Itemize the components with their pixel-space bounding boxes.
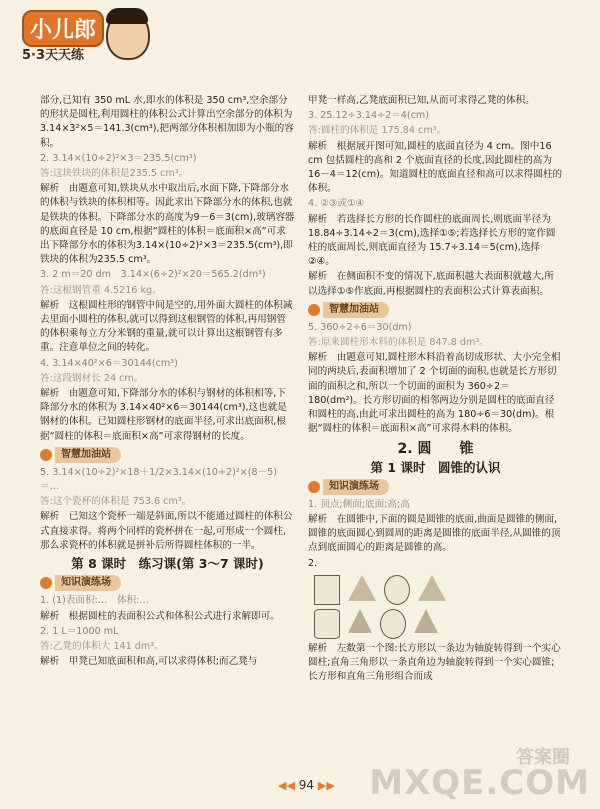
page-number <box>278 778 335 792</box>
answer-line: 2. 3.14×(10÷2)²×3＝235.5(cm³) <box>40 152 197 164</box>
answer-line: 答:圆柱的体积是 175.84 cm³。 <box>308 125 447 137</box>
answer-line: 答:原来圆柱形木料的体积是 847.8 dm³。 <box>308 337 489 349</box>
analysis-block: 解析 由题意可知,圆柱形木料沿着高切成形状、大小完全相同的两块后,表面积增加了 2 个切面的面积,也就是长方形切面的面积之和,所以一个切面的面积为 360÷2＝180(dm²)。长方形切面的相邻两边分别是圆柱的底面直径和圆柱的高,由此可求出圆柱的高为 180÷6＝30(dm)。根据“圆柱的体积＝底面积×高”可求得木料的体积。 <box>308 352 561 435</box>
page-number-text: 94 <box>298 778 315 792</box>
answer-line: 2. 1 L＝1000 mL <box>40 625 119 637</box>
right-column <box>308 94 563 686</box>
section-bar-label: 知识演练场 <box>323 479 389 495</box>
answer-line: 5. 360÷2÷6＝30(dm) <box>308 321 412 333</box>
left-column <box>40 94 295 670</box>
pencil-icon <box>40 449 52 461</box>
shape-figure-row <box>314 575 563 605</box>
pencil-icon <box>40 577 52 589</box>
answer-line: 3. 25.12÷3.14÷2＝4(cm) <box>308 110 430 122</box>
answer-line: 5. 3.14×(10÷2)²×18＋1/2×3.14×(10÷2)²×(8－5)＝… <box>40 466 278 493</box>
analysis-block: 解析 甲凳已知底面积和高,可以求得体积;而乙凳与 <box>40 656 258 668</box>
lesson-title: 第 1 课时 圆锥的认识 <box>370 459 501 475</box>
answer-line: 答:这个瓷杯的体积是 753.6 cm³。 <box>40 496 192 508</box>
analysis-block: 解析 若选择长方形的长作圆柱的底面周长,则底面半径为 18.84÷3.14÷2＝3(cm),选择①⑤;若选择长方形的宽作圆柱的底面周长,则底面直径为 15.7÷3.14＝5(cm),选择②④。 <box>308 213 556 268</box>
prev-arrow-icon: ◀◀ <box>278 779 295 792</box>
section-bar-label: 智慧加油站 <box>323 302 389 318</box>
analysis-block: 解析 在侧面积不变的情况下,底面积越大表面积就越大,所以选择①⑤作底面,再根据圆柱的表面积公式计算表面积。 <box>308 271 554 297</box>
rectangle-shape-icon <box>314 575 340 605</box>
triangle-shape-icon <box>418 575 446 601</box>
analysis-block: 解析 已知这个瓷杯一端是斜面,所以不能通过圆柱的体积公式直接求得。将两个同样的瓷杯拼在一起,可形成一个圆柱,那么求瓷杯的体积就是拼补后所得圆柱体积的一半。 <box>40 511 293 551</box>
answer-line: 答:这段钢材长 24 cm。 <box>40 372 144 384</box>
answer-line: 3. 2 m＝20 dm 3.14×(6÷2)²×20＝565.2(dm³) <box>40 269 266 281</box>
answer-line: 1. 顶点;侧面;底面;高;高 <box>308 498 410 510</box>
next-arrow-icon: ▶▶ <box>317 779 335 792</box>
section-bar <box>40 447 295 463</box>
answer-line: 答:这根钢管重 4.5216 kg。 <box>40 284 162 296</box>
text-block: 部分,已知有 350 mL 水,即水的体积是 350 cm³,空余部分的形状是圆柱,利用圆柱的体积公式计算出空余部分的体积为 3.14×3²×5＝141.3(cm³),把两部分体积相加即为小瓶的容积。 <box>40 95 294 149</box>
solid-figure-row <box>314 609 563 639</box>
text-block: 甲凳一样高,乙凳底面积已知,从而可求得乙凳的体积。 <box>308 95 535 106</box>
answer-line: 4. 3.14×40²×6＝30144(cm³) <box>40 357 178 369</box>
pencil-icon <box>308 304 320 316</box>
question-number: 2. <box>308 557 318 569</box>
analysis-block: 解析 由题意可知,下降部分水的体积与钢材的体积相等,下降部分水的体积为 3.14×40²×6＝30144(cm³),这也就是钢材的体积。已知圆柱形钢材的底面半径,可求出底面积,根据“圆柱的体积＝底面积×高”可求得钢材的长度。 <box>40 388 287 442</box>
answer-line: 答:这块铁块的体积是235.5 cm³。 <box>40 168 189 180</box>
section-bar <box>40 575 295 591</box>
cylinder-icon <box>314 609 340 639</box>
logo-subtitle: 5·3天天练 <box>22 48 85 63</box>
watermark-logo: 答案圈 <box>516 747 570 768</box>
mascot-icon <box>106 10 150 60</box>
analysis-block: 解析 根据展开图可知,圆柱的底面直径为 4 cm。图中16 cm 包括圆柱的高和 2 个底面直径的长度,因此圆柱的高为 16－4＝12(cm)。知道圆柱的底面直径和高可以求得圆柱的体积。 <box>308 140 563 195</box>
answer-line: 答:乙凳的体积大 141 dm³。 <box>40 640 164 652</box>
analysis-block: 解析 左数第一个图:长方形以一条边为轴旋转得到一个实心圆柱;直角三角形以一条直角边为轴旋转得到一个实心圆锥;长方形和直角三角形组合而成 <box>308 642 561 683</box>
sphere-icon <box>380 609 406 639</box>
cone-icon <box>348 609 372 633</box>
answer-line: 4. ②③或①④ <box>308 198 365 210</box>
semicircle-shape-icon <box>384 575 410 605</box>
lesson-title: 第 8 课时 练习课(第 3～7 课时) <box>71 556 264 572</box>
section-bar <box>308 302 563 318</box>
cone-icon <box>414 609 438 633</box>
section-bar-label: 知识演练场 <box>55 575 121 591</box>
analysis-block: 解析 这根圆柱形的钢管中间是空的,用外面大圆柱的体积减去里面小圆柱的体积,就可以得到这根钢管的体积,再用钢管的体积乘每立方分米钢的重量,就可以计算出这根钢管有多重。注意单位之间的转化。 <box>40 299 293 354</box>
brand-logo <box>8 4 148 86</box>
analysis-block: 解析 根据圆柱的表面积公式和体积公式进行求解即可。 <box>40 610 280 622</box>
watermark-url: MXQE.COM <box>369 763 590 803</box>
section-title: 2. 圆 锥 <box>397 441 474 458</box>
section-bar-label: 智慧加油站 <box>55 447 121 463</box>
analysis-block: 解析 在圆锥中,下面的圆是圆锥的底面,曲面是圆锥的侧面,圆锥的底面圆心到圆周的距离是圆锥的底面半径,从圆锥的顶点到底面圆心的距离是圆锥的高。 <box>308 514 561 554</box>
logo-text: 小儿郎 <box>22 10 104 47</box>
pencil-icon <box>308 481 320 493</box>
analysis-block: 解析 由题意可知,铁块从水中取出后,水面下降,下降部分水的体积与铁块的体积相等。因此求出下降部分水的体积,也就是铁块的体积。下降部分水的高度为9－6＝3(cm),玻璃容器的底面直径是 10 cm,根据“圆柱的体积＝底面积×高”可求出下降部分水的体积为3.14×(10÷2)²×3＝235.5(cm³),即铁块的体积为235.5 cm³。 <box>40 183 295 266</box>
answer-line: 1. (1)表面积:… 体积:… <box>40 595 150 607</box>
triangle-shape-icon <box>348 575 376 601</box>
section-bar <box>308 479 563 495</box>
